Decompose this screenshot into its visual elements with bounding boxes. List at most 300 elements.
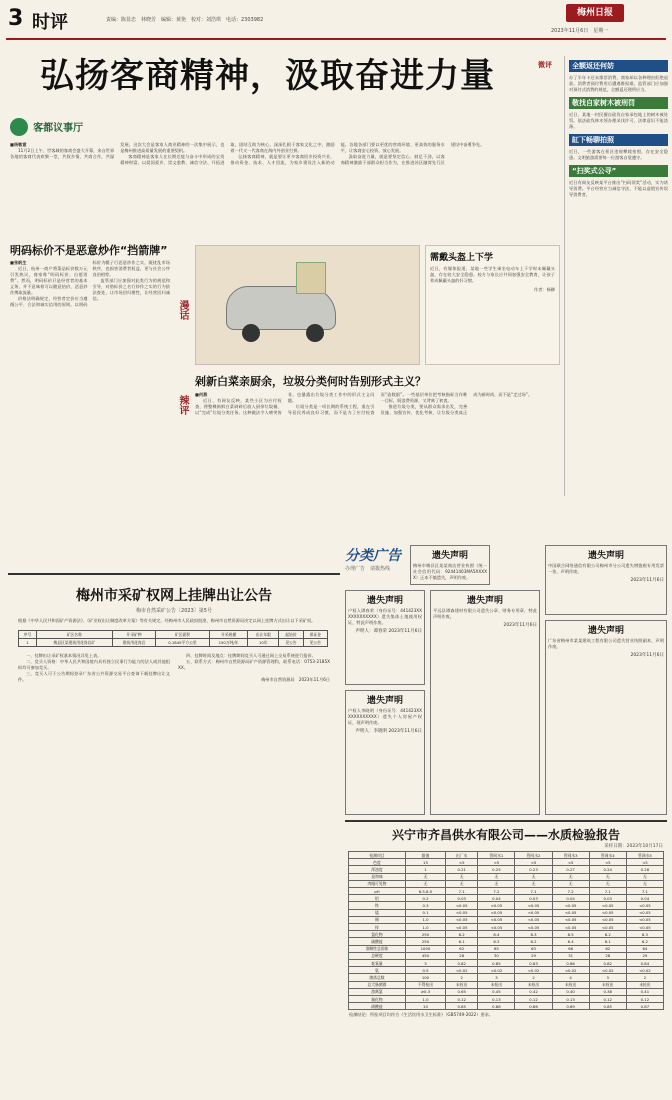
table-header: 开采规模 xyxy=(209,631,248,639)
table-cell: <0.05 xyxy=(446,902,478,909)
table-header: 检测项目 xyxy=(349,852,406,859)
table-cell: 锰 xyxy=(349,909,406,916)
main-headline: 弘扬客商精神，汲取奋进力量 xyxy=(40,56,495,96)
article-waste-title: 剁新白菜亲厨余，垃圾分类何时告别形式主义？ xyxy=(195,375,426,388)
table-cell: 菌落总数 xyxy=(349,974,406,981)
table-cell: 1.0 xyxy=(405,924,445,931)
table-cell: 62 xyxy=(589,945,626,952)
table-cell: 锌 xyxy=(349,924,406,931)
sidebar-item-body: 近日有网友反映某平台推出“扫码领奖”活动，实为诱导消费。平台经营应当诚信守法，不能以虚假宣传误导消费者。 xyxy=(569,180,668,197)
table-cell: 未检出 xyxy=(552,981,589,988)
table-cell: <5 xyxy=(552,859,589,866)
table-cell: 7.1 xyxy=(446,888,478,895)
table-cell: 0.03 xyxy=(446,895,478,902)
table-cell: <0.05 xyxy=(552,924,589,931)
table-cell: 0.12 xyxy=(626,996,663,1003)
table-cell: 6.2 xyxy=(515,938,552,945)
table-cell: 耗氧量 xyxy=(349,960,406,967)
table-cell: 0.26 xyxy=(626,866,663,873)
table-cell: <0.02 xyxy=(589,967,626,974)
newspaper-logo: 梅州日报 xyxy=(566,4,624,22)
sidebar-item-body: 近日，某地一村民擅自砍伐自家承包地上的树木被处罚。依法砍伐林木须办理采伐许可，法律意识不能淡薄。 xyxy=(569,112,668,129)
sidebar-item-body: 办了半年卡还未推荐消费，商家却以各种理由拒绝退款。消费者预付费用后遭遇维权难，监管部门应加强对预付式消费的规范，全额返还理所应当。 xyxy=(569,75,668,92)
notice-para: 一、挂牌出让采矿权基本情况详见上表。 xyxy=(26,653,102,658)
table-cell: 66 xyxy=(552,945,589,952)
table-cell: 6.2 xyxy=(626,938,663,945)
table-cell: 0.12 xyxy=(515,996,552,1003)
table-cell: 无 xyxy=(478,880,515,887)
table-row xyxy=(349,996,664,1003)
table-cell: <0.05 xyxy=(552,909,589,916)
table-row xyxy=(349,902,664,909)
table-cell: 无 xyxy=(589,880,626,887)
notice-footer: 梅州市自然资源局 2023年11月6日 xyxy=(261,677,330,682)
table-cell: 100 xyxy=(405,974,445,981)
table-cell: 0.25 xyxy=(478,866,515,873)
table-cell: 总硬度 xyxy=(349,952,406,959)
table-cell: 2 xyxy=(446,974,478,981)
article-price xyxy=(10,260,170,565)
table-cell: 无 xyxy=(515,873,552,880)
table-cell: <0.05 xyxy=(515,902,552,909)
table-row xyxy=(349,873,664,880)
table-cell: <0.05 xyxy=(552,902,589,909)
table-cell: 6.1 xyxy=(446,938,478,945)
table-cell: 无 xyxy=(552,873,589,880)
table-cell: 0.82 xyxy=(589,960,626,967)
table-row xyxy=(349,916,664,923)
table-header: 管网水4 xyxy=(589,852,626,859)
article-main-author: ■杨敏意 xyxy=(10,142,27,147)
table-header: 序号 xyxy=(19,631,37,639)
table-cell: 0.82 xyxy=(446,960,478,967)
ad-item xyxy=(545,545,667,615)
table-cell: 0.27 xyxy=(552,866,589,873)
water-report-date: 采样日期：2023年10月17日 xyxy=(604,844,663,849)
table-cell: 6.4 xyxy=(552,938,589,945)
table-row xyxy=(349,931,664,938)
table-cell: 0.04 xyxy=(478,895,515,902)
table-cell: 无 xyxy=(552,880,589,887)
table-cell: <0.05 xyxy=(552,916,589,923)
table-cell: 臭和味 xyxy=(349,873,406,880)
table-cell: 无 xyxy=(515,880,552,887)
table-cell: 0.88 xyxy=(478,1003,515,1010)
table-cell: 0.23 xyxy=(515,866,552,873)
table-cell: 0.5 xyxy=(405,967,445,974)
table-cell: 62 xyxy=(446,945,478,952)
table-cell: 6.1 xyxy=(589,938,626,945)
table-cell: 游离氯 xyxy=(349,988,406,995)
table-cell: 31 xyxy=(552,952,589,959)
column-badge xyxy=(10,116,114,138)
table-cell: <0.05 xyxy=(589,916,626,923)
cartoon-note xyxy=(425,245,560,365)
table-header-row xyxy=(19,631,328,639)
ad-body: 平远县谭森建材有限公司遗失公章、财务专用章，特此声明作废。 xyxy=(433,608,537,619)
issue-date: 2023年11月6日 星期一 xyxy=(551,28,609,34)
article-main xyxy=(10,142,555,237)
ad-sign: 2023年11月6日 xyxy=(503,623,537,628)
table-cell: <5 xyxy=(478,859,515,866)
table-cell: 10年 xyxy=(248,639,279,647)
table-cell: 梅县区某建筑用花岗岩矿 xyxy=(36,639,112,647)
ad-item xyxy=(545,620,667,815)
table-cell: <5 xyxy=(446,859,478,866)
table-cell: 8.3 xyxy=(515,931,552,938)
table-cell: 65 xyxy=(478,945,515,952)
table-cell: <5 xyxy=(515,859,552,866)
table-cell: 7.1 xyxy=(515,888,552,895)
table-cell: <0.05 xyxy=(626,916,663,923)
table-cell: <0.02 xyxy=(515,967,552,974)
cartoon-image xyxy=(195,245,420,365)
table-cell: 0.65 xyxy=(446,988,478,995)
table-header: 开采矿种 xyxy=(112,631,156,639)
table-header: 矿区面积 xyxy=(156,631,209,639)
article-waste-para: 垃圾分类是一项长期的系统工程，重在引导居民养成良好习惯，而不是为了应付检查而“造数据”。一些基层单位把考核指标当作唯一目标，既浪费资源，又背离了初衷。 xyxy=(287,392,468,415)
table-header: 起始价 xyxy=(279,631,303,639)
table-row xyxy=(349,1003,664,1010)
table-cell: <0.05 xyxy=(478,916,515,923)
article-waste-side-label: 辣评 xyxy=(177,395,188,415)
article-price-author: ■张帆生 xyxy=(10,260,27,265)
notice-table xyxy=(18,630,328,647)
ads-header-title: 分类广告 xyxy=(345,548,401,564)
table-header: 管网水2 xyxy=(515,852,552,859)
page-header xyxy=(6,2,666,40)
table-cell: <0.05 xyxy=(589,909,626,916)
notice-para: 三、竞买人可于公告期间登录广东省公共资源交易平台查询下载挂牌出让文件。 xyxy=(18,671,170,682)
table-cell: 未检出 xyxy=(446,981,478,988)
table-cell: ≥0.3 xyxy=(405,988,445,995)
article-waste xyxy=(195,392,560,562)
table-cell: 无 xyxy=(589,873,626,880)
table-cell: 氨 xyxy=(349,967,406,974)
table-cell: 0.85 xyxy=(478,960,515,967)
table-cell: 铜 xyxy=(349,916,406,923)
table-cell: <0.02 xyxy=(446,967,478,974)
ad-title: 遗失声明 xyxy=(366,596,403,606)
table-cell: 63 xyxy=(515,945,552,952)
table-row xyxy=(349,981,664,988)
table-row xyxy=(349,974,664,981)
table-header: 出让年限 xyxy=(248,631,279,639)
table-cell: 1 xyxy=(405,866,445,873)
table-row xyxy=(349,866,664,873)
cartoon-caption: 近日，有媒体报道，某地一些学生乘坐电动车上下学时未佩戴头盔，存在较大安全隐患。校方与家长应共同加强安全教育，让孩子养成佩戴头盔的好习惯。 xyxy=(430,266,555,283)
table-cell: <0.05 xyxy=(478,902,515,909)
section-title: 时评 xyxy=(32,12,68,33)
table-cell: <0.05 xyxy=(515,924,552,931)
table-cell: 0.83 xyxy=(515,960,552,967)
table-cell: <0.05 xyxy=(515,916,552,923)
notice-title: 梅州市采矿权网上挂牌出让公告 xyxy=(76,588,272,604)
table-header: 限值 xyxy=(405,852,445,859)
table-cell: <0.05 xyxy=(589,902,626,909)
water-table xyxy=(348,851,664,1010)
table-cell: 0.1845平方公里 xyxy=(156,639,209,647)
table-cell: 浑浊度 xyxy=(349,866,406,873)
sidebar-tag: 微评 xyxy=(538,61,552,69)
table-cell: 30 xyxy=(478,952,515,959)
ad-title: 遗失声明 xyxy=(587,626,624,636)
table-cell: <0.05 xyxy=(478,909,515,916)
table-cell: 0.87 xyxy=(626,1003,663,1010)
table-header: 管网水3 xyxy=(552,852,589,859)
table-row xyxy=(349,952,664,959)
table-cell: <0.02 xyxy=(478,967,515,974)
article-price-para: 监管部门应加强对此类行为的规范和引导，对借标价之名行炒作之实的行为依法查处，让市场回归理性，让经营回归诚信。 xyxy=(92,278,170,301)
table-cell: 无 xyxy=(405,873,445,880)
table-cell: <0.05 xyxy=(446,909,478,916)
table-cell: 6.3 xyxy=(478,938,515,945)
ad-title: 遗失声明 xyxy=(466,596,503,606)
table-cell: 溶解性总固体 xyxy=(349,945,406,952)
table-header: 管网水5 xyxy=(626,852,663,859)
table-cell: 7.2 xyxy=(478,888,515,895)
article-main-para: 汲取奋进力量，就是要坚定信心、鼓足干劲，以客商精神激励干部群众担当作为，在推进苏区融湾先行区建设中奋勇争先。 xyxy=(340,142,485,165)
table-cell: 无 xyxy=(446,880,478,887)
cartoon-title: 需戴头盔上下学 xyxy=(430,253,494,263)
wheel-icon xyxy=(306,324,324,342)
table-cell: 0.04 xyxy=(626,895,663,902)
table-cell: 0.24 xyxy=(589,866,626,873)
table-cell: 0.13 xyxy=(478,996,515,1003)
ad-sign: 2023年11月6日 xyxy=(630,653,664,658)
table-cell: 3 xyxy=(405,960,445,967)
notice-para: 二、竞买人资格：中华人民共和国境内具有独立民事行为能力的法人或其他组织均可参加竞买。 xyxy=(18,659,170,670)
table-cell: 250 xyxy=(405,931,445,938)
article-waste-para: 近日，有网友反映，某些小区为应付检查，将整棵新鲜白菜剁碎后放入厨余垃圾桶，以“完成”垃圾分类任务。这种做法令人啼笑皆非，也暴露出垃圾分类工作中的形式主义问题。 xyxy=(195,392,375,415)
table-cell: 2 xyxy=(626,974,663,981)
table-cell: 2 xyxy=(515,974,552,981)
table-cell: <0.05 xyxy=(626,909,663,916)
table-cell: 29 xyxy=(515,952,552,959)
table-cell: <0.05 xyxy=(589,924,626,931)
ad-body: 中国联合网络通信有限公司梅州市分公司遗失增值税专用发票一张，声明作废。 xyxy=(548,563,664,574)
table-cell: 不得检出 xyxy=(405,981,445,988)
table-cell: <0.05 xyxy=(478,924,515,931)
helmet-sign-illustration xyxy=(296,262,326,294)
table-row xyxy=(349,895,664,902)
ad-body: 梅州市梅县区某某商店营业执照（统一社会信用代码：92441403MA5XXXXX）正本不慎遗失，声明作废。 xyxy=(413,563,487,580)
table-cell: 10 xyxy=(405,1003,445,1010)
table-cell: <5 xyxy=(626,859,663,866)
table-cell: 0.86 xyxy=(552,960,589,967)
table-cell: 硝酸盐 xyxy=(349,1003,406,1010)
table-cell: 总大肠菌群 xyxy=(349,981,406,988)
table-cell: 氟化物 xyxy=(349,996,406,1003)
table-cell: <0.02 xyxy=(552,967,589,974)
ad-item xyxy=(410,545,490,585)
table-cell: 15 xyxy=(405,859,445,866)
table-cell: <5 xyxy=(589,859,626,866)
table-cell: 0.84 xyxy=(626,960,663,967)
table-row xyxy=(349,859,664,866)
table-cell: 4 xyxy=(552,974,589,981)
table-cell: 0.1 xyxy=(405,909,445,916)
table-cell: 0.2 xyxy=(405,895,445,902)
table-cell: 64 xyxy=(626,945,663,952)
table-cell: 8.2 xyxy=(589,931,626,938)
article-waste-author: ■何燕 xyxy=(195,392,208,397)
table-row xyxy=(349,960,664,967)
table-cell: <0.05 xyxy=(515,909,552,916)
ad-body: 户权人谭春荣（身份证号：441423XXXXXXXXXXXX）遗失集体土地使用权证，特此声明作废。 xyxy=(348,608,422,625)
water-report xyxy=(345,820,667,1094)
table-cell: 450 xyxy=(405,952,445,959)
kedu-logo-icon xyxy=(10,118,28,136)
ad-title: 遗失声明 xyxy=(431,551,468,561)
table-cell: 0.89 xyxy=(552,1003,589,1010)
table-cell: 0.13 xyxy=(552,996,589,1003)
table-cell: 未检出 xyxy=(626,981,663,988)
table-cell: 0.85 xyxy=(589,1003,626,1010)
table-cell: 1.0 xyxy=(405,996,445,1003)
table-cell: pH xyxy=(349,888,406,895)
table-cell: 0.04 xyxy=(552,895,589,902)
ad-item xyxy=(345,590,425,685)
ad-sign: 声明人：李晓明 2023年11月6日 xyxy=(355,729,422,734)
article-price-para: 价格法明确规定，经营者定价应当遵循公平、合法和诚实信用的原则。以明码标价为幌子行恶意炒作之实，既扰乱市场秩序，也损害消费者权益，更与社会公序良俗相悖。 xyxy=(10,260,170,307)
sidebar-commentary xyxy=(564,56,668,496)
ad-body: 广东省梅州市某某建筑工程有限公司遗失营业执照副本，声明作废。 xyxy=(548,638,664,649)
table-row xyxy=(349,909,664,916)
table-cell: <0.05 xyxy=(446,924,478,931)
table-cell: 建筑用花岗岩 xyxy=(112,639,156,647)
ad-sign: 2023年11月6日 xyxy=(630,578,664,583)
mining-notice xyxy=(8,573,340,1093)
table-row xyxy=(349,988,664,995)
notice-para: 五、联系方式：梅州市自然资源局矿产资源管理科，联系电话：0753-2185XXX。 xyxy=(178,659,330,670)
table-cell: 0.12 xyxy=(446,996,478,1003)
table-cell: 0.41 xyxy=(626,988,663,995)
article-price-title: 明码标价不是恶意炒作“挡箭牌” xyxy=(10,244,168,257)
ad-title: 遗失声明 xyxy=(366,696,403,706)
table-row xyxy=(19,639,328,647)
wheel-icon xyxy=(242,324,260,342)
table-cell: 28 xyxy=(589,952,626,959)
water-table-body xyxy=(349,859,664,1010)
sidebar-item-title: “扫奖式公寻” xyxy=(569,165,668,177)
cartoon-side-label: 漫话 xyxy=(177,300,188,320)
table-cell: 0.42 xyxy=(515,988,552,995)
table-cell: 铝 xyxy=(349,895,406,902)
table-cell: 3 xyxy=(478,974,515,981)
table-cell: 铁 xyxy=(349,902,406,909)
table-cell: 1000 xyxy=(405,945,445,952)
sidebar-item-body: 近日，一些游客在景区违规攀爬拍照，存在安全隐患。文明旅游需要每一位游客自觉遵守。 xyxy=(569,149,668,160)
article-waste-para: 推进垃圾分类，要从群众需求出发，完善设施、加强宣传、优化考核，让垃圾分类真正成为新时尚，而不是“走过场”。 xyxy=(380,392,533,415)
table-cell: 未检出 xyxy=(478,981,515,988)
ad-item xyxy=(430,590,540,815)
table-cell: 150万吨/年 xyxy=(209,639,248,647)
ad-item xyxy=(345,690,425,815)
table-cell: 250 xyxy=(405,938,445,945)
ad-body: 户权人李晓明（身份证号：441423XXXXXXXXXXXX）遗失个人房屋产权证，现声明作废。 xyxy=(348,708,422,725)
table-cell: 0.03 xyxy=(515,895,552,902)
table-cell: 0.40 xyxy=(552,988,589,995)
article-main-para: 客商精神是客家人在长期迁徙与奋斗中形成的宝贵精神财富，以爱国爱乡、崇文重教、诚信守法、开拓进取、团结互助为核心，深深扎根于客家文化之中，激励着一代又一代客商在海内外创业打拼。 xyxy=(120,142,335,165)
sidebar-item-title: 敬找自家树木被刑罚 xyxy=(569,97,668,109)
table-row xyxy=(349,967,664,974)
table-header: 管网水1 xyxy=(478,852,515,859)
sidebar-item-title: 缸下畅聊拍照 xyxy=(569,134,668,146)
article-price-para: 近日，杭州一商户将菜品标价数万元引发热议，商家称“明码标价、自愿消费”。然而，明码标价只是经营者的基本义务，并不意味着可以随意抬价、恶意炒作博取流量。 xyxy=(10,266,88,295)
table-cell: <0.05 xyxy=(626,924,663,931)
table-cell: 0.86 xyxy=(515,1003,552,1010)
table-cell: 0.38 xyxy=(589,988,626,995)
table-cell: 无 xyxy=(405,880,445,887)
table-header-row xyxy=(349,852,664,859)
table-header: 矿区名称 xyxy=(36,631,112,639)
table-row xyxy=(349,924,664,931)
table-cell: 无 xyxy=(626,880,663,887)
table-cell: 8.5 xyxy=(552,931,589,938)
ad-sign: 声明人：谭春荣 2023年11月6日 xyxy=(355,629,422,634)
notice-body xyxy=(18,653,330,1013)
table-cell: 1.0 xyxy=(405,916,445,923)
article-main-para: 弘扬客商精神，就是要让更多客商回乡投资兴业，推动资金、技术、人才回流，为家乡建设注入新的动能。各地各部门要以更优的营商环境、更高效的服务水平，让客商安心投资、放心发展。 xyxy=(230,142,445,165)
table-cell: 未检出 xyxy=(589,981,626,988)
table-cell: 0.85 xyxy=(446,1003,478,1010)
table-cell: 氯化物 xyxy=(349,931,406,938)
sidebar-item-title: 全额返还何妨 xyxy=(569,60,668,72)
table-cell: 8.2 xyxy=(446,931,478,938)
table-cell: 28 xyxy=(446,952,478,959)
table-cell: <0.02 xyxy=(626,967,663,974)
notice-para: 四、挂牌时间及地点：挂牌期间竞买人可通过网上交易系统进行报价。 xyxy=(186,653,316,658)
table-cell: 7.1 xyxy=(589,888,626,895)
table-cell: 0.45 xyxy=(478,988,515,995)
table-cell: 无 xyxy=(626,873,663,880)
table-cell: 0.03 xyxy=(589,895,626,902)
page-number: 3 xyxy=(8,6,24,31)
table-cell: 1 xyxy=(19,639,37,647)
table-cell: 29 xyxy=(626,952,663,959)
table-row xyxy=(349,945,664,952)
table-cell: 8.3 xyxy=(626,931,663,938)
ad-title: 遗失声明 xyxy=(587,551,624,561)
table-cell: 肉眼可见物 xyxy=(349,880,406,887)
table-cell: 无 xyxy=(478,873,515,880)
table-cell: 0.12 xyxy=(589,996,626,1003)
table-cell: 3 xyxy=(589,974,626,981)
editor-meta: 责编：陈显忠 林晓芳 编辑：黄艳 校对：刘浩琪 电话：2303982 xyxy=(106,17,264,23)
table-cell: 8.4 xyxy=(478,931,515,938)
table-header: 出厂水 xyxy=(446,852,478,859)
table-header: 保证金 xyxy=(303,631,327,639)
water-report-title: 兴宁市齐昌供水有限公司——水质检验报告 xyxy=(391,828,620,842)
notice-subtitle: 梅市自然采矿公告〔2023〕第5号 xyxy=(136,608,212,614)
table-cell: 0.21 xyxy=(446,866,478,873)
table-cell: <0.05 xyxy=(626,902,663,909)
notice-intro: 根据《中华人民共和国矿产资源法》、《矿业权出让制度改革方案》等有关规定，经梅州市人民政府批准，梅州市自然资源局决定以网上挂牌方式出让以下采矿权。 xyxy=(18,618,316,623)
table-row xyxy=(349,888,664,895)
table-cell: <0.05 xyxy=(446,916,478,923)
table-cell: 7.2 xyxy=(552,888,589,895)
table-cell: 色度 xyxy=(349,859,406,866)
article-main-para: 11月2日上午，世客城的客商会盛大开幕，来自世界各地的客商代表欢聚一堂，共叙乡情，共商合作，共谋发展。这次大会是客家人商业精神的一次集中展示，也是梅州推进高质量发展的重要契机。 xyxy=(10,142,225,159)
column-badge-label: 客都议事厅 xyxy=(33,123,84,134)
table-row xyxy=(349,880,664,887)
table-cell: 未检出 xyxy=(515,981,552,988)
table-row xyxy=(349,938,664,945)
cartoon-credit: 作者：杨柳 xyxy=(534,287,555,292)
table-cell: 无 xyxy=(446,873,478,880)
table-cell: 6.5-8.5 xyxy=(405,888,445,895)
